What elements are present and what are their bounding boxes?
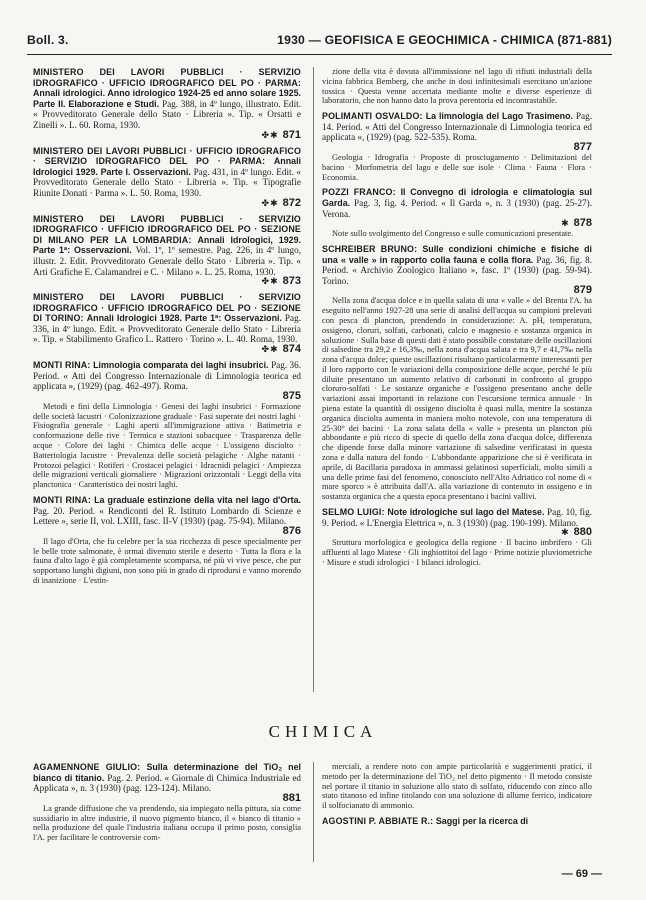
column-divider (313, 67, 314, 692)
entry-title: Annali idrologici. Anno idrologico 1924-25 ed anno solare 1925. Parte II. Elaborazione e Studi. (33, 88, 301, 109)
entry-citation (33, 67, 301, 131)
page-number: — 69 — (561, 868, 602, 880)
entry-author: AGAMENNONE GIULIO: (33, 762, 147, 772)
header-rule (27, 54, 612, 55)
entry-citation (33, 762, 301, 794)
entry-description: Pag. 36, fig. 8. Period. « Archivio Zoologico Italiano », fasc. 1º (1930) (pag. 59-94). Torino. (322, 254, 592, 286)
entry-marks: ✱ (561, 218, 570, 229)
entry-number: 874 (282, 343, 301, 356)
entry-citation (322, 507, 592, 528)
entry-abstract: Metodi e fini della Limnologia · Genesi dei laghi insubrici · Formazione delle società lacustri · Colonizzazione graduale · Fasi superate dei nostri laghi · Fisiografia generale · Laghi aperti all'immigrazione attiva · Batimetria e conformazione delle rive · Termica e stazioni subacquee · Trasparenza delle acque · Colore dei laghi · Chimica delle acque · L'ossigeno disciolto · Batteriologia lacustre · Prevalenza delle società pelagiche · Alghe natanti · Protozoi pelagici · Rotiferi · Crostacei pelagici · Idracnidi pelagici · Ampiezza delle migrazioni verticali giornaliere · Migrazioni orizzontali · Leggi della vita planctonica · Caratteristica dei nostri laghi. (33, 401, 301, 490)
entry-number: 879 (573, 284, 592, 297)
column-divider-chimica (313, 762, 314, 862)
entry-marks: ✤✱ (261, 197, 279, 208)
bibliography-entry (322, 111, 592, 182)
chimica-right-column (322, 762, 592, 832)
bibliography-entry (322, 762, 592, 811)
entry-abstract: Geologia · Idrografia · Proposte di prosciugamento · Delimitazioni del bacino · Morfometria del lago e delle sue isole · Clima · Fauna · Flora · Economia. (322, 152, 592, 182)
entry-citation (322, 816, 592, 827)
header-title: 1930 — GEOFISICA E GEOCHIMICA - CHIMICA (871-881) (277, 33, 612, 47)
entry-citation (322, 187, 592, 219)
entry-description: Pag. 431, in 4º lungo. Edit. « Provveditorato Generale dello Stato · Libreria ». Tip. « Tipografie Riunite Donati · Parma ». L. 50. Roma, 1930. (33, 166, 301, 198)
entry-author: MINISTERO DEI LAVORI PUBBLICI · SERVIZIO IDROGRAFICO · UFFICIO IDROGRAFICO DEL PO · PARMA: (33, 67, 301, 88)
entry-citation (33, 292, 301, 345)
entry-citation (33, 360, 301, 392)
entry-marks: ✱ (561, 527, 570, 538)
entry-marks: ✤✱ (261, 129, 279, 140)
entry-author: SCHREIBER BRUNO: (322, 243, 423, 254)
entry-author: MONTI RINA: (33, 495, 95, 506)
entry-abstract: Struttura morfologica e geologica della regione · Il bacino imbrifero · Gli affluenti al lago Matese · Gli inghiottitoi del lago · Prime notizie pluviometriche · Misure e studi idrologici · I bilanci idrologici. (322, 538, 592, 567)
entry-author: POZZI FRANCO: (322, 187, 401, 198)
entry-title: Saggi per la ricerca di (435, 815, 529, 826)
entry-author: MINISTERO DEI LAVORI PUBBLICI · SERVIZIO IDROGRAFICO · UFFICIO IDROGRAFICO DEL PO · SEZIONE DI MILANO PER LA LOMBARDIA: (33, 213, 301, 245)
entry-title: Annali Idrologici 1929. Parte I. Osservazioni. (33, 156, 301, 177)
left-column (33, 67, 301, 591)
entry-description: Pag. 2. Period. « Giornale di Chimica Industriale ed Applicata », n. 3 (1930) (pag. 123-124). Milano. (33, 772, 301, 794)
entry-description: Pag. 336, in 4º lungo. Edit. « Provveditorato Generale dello Stato · Libreria ». Tip. « Stabilimento Grafico L. Rattero · Torino ». L. 40. Roma, 1930. (33, 313, 301, 345)
entry-number: 872 (282, 196, 301, 209)
chimica-left-column (33, 762, 301, 848)
entry-description: Vol. 1º, 1º semestre. Pag. 226, in 4º lungo, illustr. 2. Edit. Provveditorato Generale dello Stato · Libreria ». Tip. « Arti Grafiche E. Calamandrei e C. · Milano ». L. 25. Roma, 1930. (33, 245, 301, 277)
entry-title: Note idrologiche sul lago del Matese. (387, 507, 548, 518)
section-title: CHIMICA (268, 722, 378, 741)
entry-title: Sulle condizioni chimiche e fisiche di una « valle » in rapporto colla fauna e colla flora. (322, 243, 593, 265)
entry-title: La graduale estinzione della vita nel lago d'Orta. (94, 495, 301, 506)
entry-author: MINISTERO DEI LAVORI PUBBLICI · SERVIZIO IDROGRAFICO · UFFICIO IDROGRAFICO DEL PO · SEZIONE DI TORINO: (33, 292, 301, 324)
entry-title: Sulla determinazione del TiO₂ nel bianco di titanio. (33, 762, 302, 783)
entry-abstract: merciali, a rendere noto con ampie particolarità e suggerimenti pratici, il metodo per la determinazione del TiO₂ nel detto pigmento · Il metodo consiste nel portare il titanio in soluzione allo stato di solfato, riducendo con zinco allo stato titanoso ed infine titolando con una soluzione di allume ferrico, indicatore il solfocianato di ammonio. (322, 762, 592, 811)
entry-title: Limnologia comparata dei laghi insubrici. (93, 360, 272, 371)
entry-number: 871 (282, 128, 301, 141)
bibliography-entry (33, 762, 301, 843)
entry-author: POLIMANTI OSVALDO: (322, 111, 426, 122)
entry-abstract: zione della vita è dovuta all'immissione nel lago di rifiuti industriali della vicina fabbrica Bemberg, che anche in dosi infinitesimali esercitano un'azione tossica · Questa venne accertata mediante molte e diverse esperienze di laboratorio, che non hanno dato la prova perentoria ed incontrastabile. (322, 67, 592, 106)
bibliography-entry (322, 816, 592, 827)
running-header (27, 33, 612, 49)
entry-abstract: Note sullo svolgimento del Congresso e sulle comunicazioni presentate. (332, 229, 574, 239)
bulletin-label: Boll. 3. (27, 33, 69, 47)
bibliography-entry (322, 244, 592, 502)
bibliography-entry (33, 214, 301, 288)
entry-author: MINISTERO DEI LAVORI PUBBLICI · UFFICIO IDROGRAFICO · SERVIZIO IDROGRAFICO DEL PO · PARMA: (33, 145, 301, 167)
entry-citation (33, 214, 301, 278)
entry-description: Pag. 10, fig. 9. Period. « L'Energia Elettrica », n. 3 (1930) (pag. 190-199). Milano. (322, 507, 592, 528)
entry-author: SELMO LUIGI: (322, 507, 388, 518)
entry-number: 880 (573, 526, 592, 539)
entry-author: MONTI RINA: (33, 360, 94, 371)
entry-description: Pag. 388, in 4º lungo, illustrato. Edit. « Provveditorato Generale dello Stato · Libreria ». Tip. « Orsatti e Zinelli ». L. 60. Roma, 1930. (33, 98, 301, 130)
entry-marks: ✤✱ (261, 344, 279, 355)
bibliography-entry (322, 67, 592, 106)
entry-description: Pag. 14. Period. « Atti del Congresso Internazionale di Limnologia teorica ed applicata », (1929) (pag. 522-535). Roma. (322, 111, 592, 143)
bibliography-entry (33, 495, 301, 586)
entry-number: 881 (282, 791, 301, 804)
right-column (322, 67, 592, 573)
bibliography-entry (33, 67, 301, 141)
entry-abstract: Il lago d'Orta, che fu celebre per la sua ricchezza di pesce specialmente per le belle trote salmonate, è ormai divenuto sterile e deserto · Tutta la flora e la fauna d'alto lago è già completamente scomparsa, né più vi vive pesce, che pur sopportano lunghi digiuni, non sono più in grado di riprodursi e vanno morendo di inanizione · L'estin- (33, 536, 301, 585)
entry-number: 873 (282, 275, 301, 288)
bibliography-entry (322, 187, 592, 239)
entry-number: 875 (282, 389, 301, 402)
entry-marks: ✤✱ (261, 276, 279, 287)
entry-number: 878 (573, 217, 592, 230)
entry-number: 876 (282, 524, 301, 537)
bibliography-entry (322, 507, 592, 568)
entry-title: Il Convegno di idrologia e climatologia sul Garda. (322, 187, 592, 208)
entry-abstract: Nella zona d'acqua dolce e in quella salata di una « valle » del Brenta l'A. ha eseguito nell'anno 1927-28 una serie di analisi dell'acqua su campioni prelevati con pesca di plancton, prendendo in considerazione: A. pH, temperatura, ossigeno, cloruri, solfati, carbonati, calcio e magnesio e sostanza organica in soluzione · Sulla base di questi dati è stato possibile constatare delle oscillazioni di salsedine tra 29,2 e 16,3‰, nella zona d'acqua salata e tra 9,7 e 41,7‰ nella zona d'acqua dolce; queste oscillazioni risultano particolarmente interessanti per il loro rapporto con le variazioni della composizione delle acque, perché le più diluite presentano un aumento relativo di carbonati in confronto al gruppo cloruro-solfati · Le sostanze organiche e l'ossigeno presentano anche delle variazioni assai importanti in relazione con l'escursione termica annuale · In piena estate la quantità di ossigeno disciolta è quasi nulla, mentre la sostanza organica disciolta aumenta in maniera molto notevole, con una temperatura di 25-30° dei bacini · La zona salata della « valle » presenta un plancton più abbondante e più ricco di specie di quello della zona d'acqua dolce, differenza che dipende forse dalla minore variazione di salsedine verificatasi in questa zona e dalla natura del fondo · L'abbondante apparizione che si è verificata in aprile, di Bacillaria paradoxa in ammassi gelatinosi superficiali, molto simili a una delle prime fasi del fenomeno, conosciuto nell'Alto Adriatico col nome di « mare sporco » è attribuita dall'A. alla variazione di contenuto in ossigeno e in sostanza organica che a questa epoca presentano i bacini vallivi. (322, 296, 592, 502)
entry-number-line (322, 217, 592, 229)
entry-number-line (322, 284, 592, 296)
bibliography-entry (33, 146, 301, 209)
entry-author: AGOSTINI P. ABBIATE R.: (322, 815, 436, 826)
entry-title: La limnologia del Lago Trasimeno. (425, 111, 576, 122)
entry-title: Annali Idrologici 1928. Parte 1ª: Osservazioni. (86, 313, 285, 324)
entry-description: Pag. 20. Period. « Rendiconti del R. Istituto Lombardo di Scienze e Lettere », serie II, vol. LXIII, fasc. II-V (1930) (pag. 75-94). Milano. (33, 505, 301, 527)
entry-citation (33, 495, 301, 527)
entry-citation (322, 244, 592, 286)
entry-abstract: La grande diffusione che va prendendo, sia impiegato nella pittura, sia come sussidiario in altre industrie, il nuovo pigmento bianco, il « bianco di titanio » nella produzione del quale l'industria italiana occupa il primo posto, consiglia l'A. per facilitare le controversie com- (33, 803, 301, 843)
entry-title: Annali Idrologici, 1929. Parte 1ª: Osservazioni. (33, 234, 302, 256)
entry-description: Pag. 36. Period. « Atti del Congresso Internazionale di Limnologia teorica ed applicata », (1929) (pag. 462-497). Roma. (33, 360, 301, 392)
entry-description: Pag. 3, fig. 4. Period. « Il Garda », n. 3 (1930) (pag. 25-27). Verona. (322, 197, 592, 219)
entry-citation (322, 111, 592, 143)
bibliography-entry (33, 360, 301, 490)
entry-citation (33, 146, 301, 199)
bibliography-entry (33, 292, 301, 355)
entry-number: 877 (573, 140, 592, 153)
